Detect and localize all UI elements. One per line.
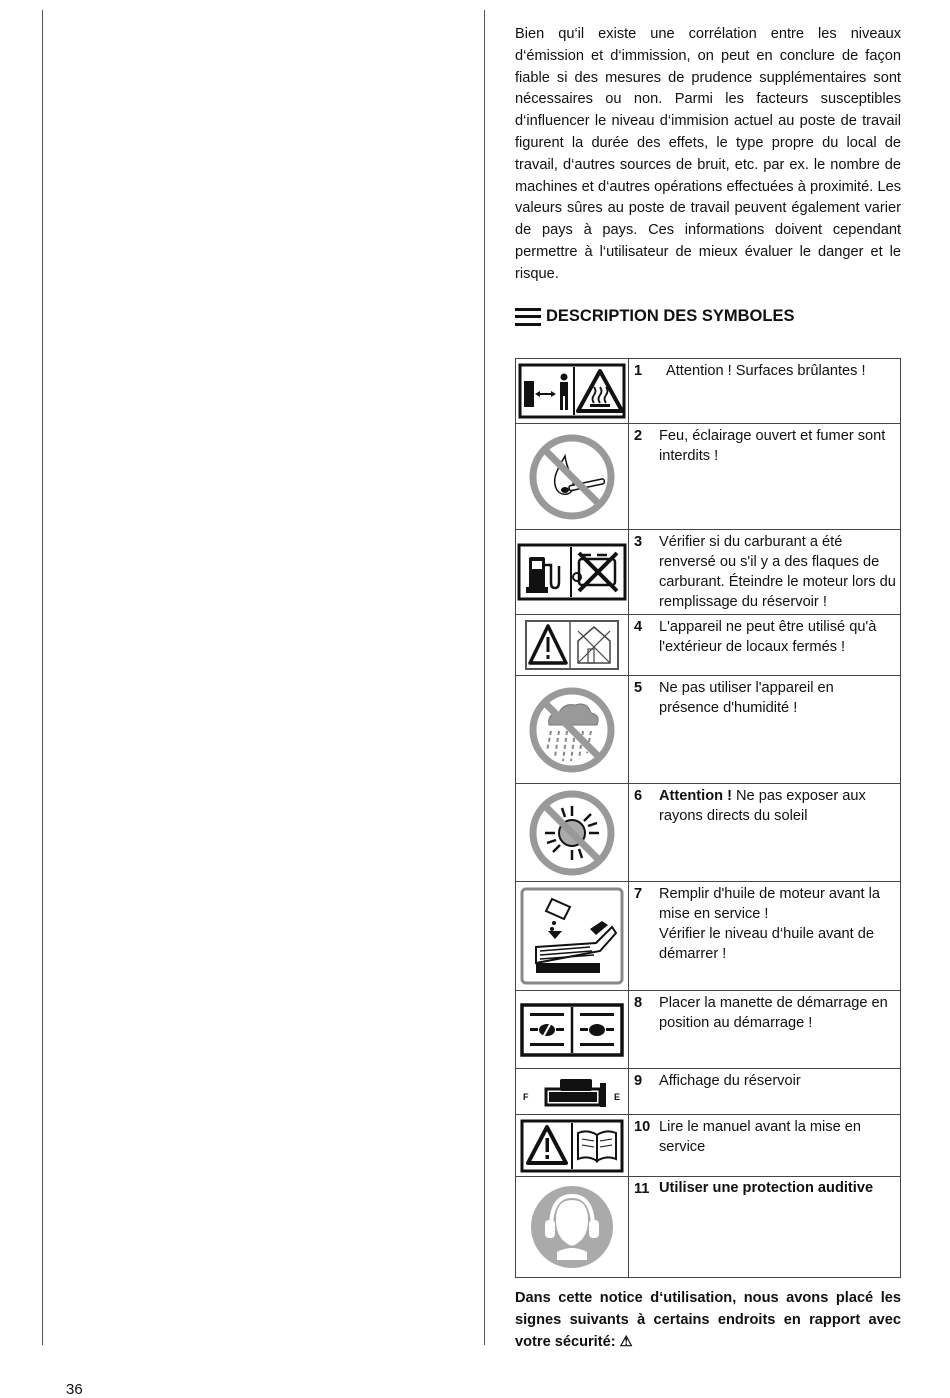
safety-signs-note: Dans cette notice d‘utilisation, nous avons placé les signes suivants à certains endroits en rapport avec votre sécurité: ⚠ — [515, 1290, 901, 1350]
symbol-number: 4 — [634, 619, 643, 635]
symbol-description: L'appareil ne peut être utilisé qu'à l'extérieur de locaux fermés ! — [659, 619, 877, 655]
symbols-table — [515, 358, 901, 1278]
symbol-row-9 — [516, 1069, 901, 1115]
symbol-row-6 — [516, 784, 901, 882]
gauge-full-label: F — [523, 1091, 529, 1102]
page-number: 36 — [66, 1381, 83, 1398]
symbol-row-1 — [516, 359, 901, 424]
symbol-row-5 — [516, 676, 901, 784]
symbol-description: Ne pas utiliser l'appareil en présence d'humidité ! — [659, 680, 834, 716]
symbol-row-11 — [516, 1177, 901, 1278]
symbol-number: 1 — [634, 363, 643, 379]
section-heading — [515, 307, 794, 326]
no-sun-icon — [527, 788, 617, 878]
symbol-number: 10 — [634, 1119, 651, 1135]
symbol-description: Vérifier si du carburant a été renversé ou s'il y a des flaques de carburant. Éteindre le moteur lors du remplissage du réservoir ! — [659, 534, 896, 610]
ear-protection-icon — [527, 1182, 617, 1272]
intro-paragraph: Bien qu‘il existe une corrélation entre les niveaux d‘émission et d‘immission, on peut en conclure de façon fiable si des mesures de prudence supplémentaires sont nécessaires ou non. Parmi les facteurs susceptibles d‘influencer le niveau d‘immision actuel au poste de travail figurent la durée des effets, le type propre du local de travail, d‘autres sources de bruit, etc. par ex. le nombre de machines et d‘autres opérations effectuées à proximité. Les valeurs sûres au poste de travail peuvent également varier de pays à pays. Ces informations doivent cependant permettre à l‘utilisateur de mieux évaluer le danger et le risque. — [515, 26, 901, 282]
column-divider-rule — [484, 10, 485, 1345]
symbol-description: Placer la manette de démarrage en position au démarrage ! — [659, 995, 888, 1031]
outdoor-only-icon — [524, 619, 620, 671]
symbol-number: 7 — [634, 886, 643, 902]
symbol-description: Ne pas exposer aux rayons directs du soleil — [659, 788, 866, 824]
section-marker-icon — [515, 308, 541, 326]
left-column-rule — [42, 10, 43, 1345]
fuel-gauge-icon — [520, 1073, 624, 1111]
no-fire-icon — [527, 432, 617, 522]
fuel-engine-off-icon — [517, 543, 627, 601]
symbol-number: 5 — [634, 680, 643, 696]
symbol-number: 9 — [634, 1073, 643, 1089]
symbol-row-3 — [516, 530, 901, 615]
symbol-number: 2 — [634, 428, 643, 444]
symbol-row-8 — [516, 991, 901, 1069]
symbol-description-secondary: Vérifier le niveau d‘huile avant de démarrer ! — [659, 926, 874, 962]
symbol-row-4 — [516, 615, 901, 676]
symbol-number: 6 — [634, 788, 643, 804]
symbol-description: Utiliser une protection auditive — [659, 1180, 874, 1196]
symbol-description: Feu, éclairage ouvert et fumer sont interdits ! — [659, 428, 886, 464]
symbol-number: 3 — [634, 534, 643, 550]
symbol-description: Lire le manuel avant la mise en service — [659, 1119, 861, 1155]
symbol-row-10 — [516, 1115, 901, 1177]
symbol-description: Affichage du réservoir — [659, 1073, 801, 1089]
hot-surface-keep-distance-icon — [518, 363, 626, 419]
no-rain-icon — [527, 685, 617, 775]
symbol-row-7 — [516, 882, 901, 991]
section-heading-text: DESCRIPTION DES SYMBOLES — [546, 307, 795, 325]
read-manual-icon — [520, 1119, 624, 1173]
oil-fill-icon — [520, 887, 624, 985]
gauge-empty-label: E — [614, 1091, 621, 1102]
choke-lever-icon — [520, 1003, 624, 1057]
symbol-description: Attention ! Surfaces brûlantes ! — [666, 363, 866, 379]
symbol-description: Remplir d'huile de moteur avant la mise en service ! — [659, 886, 880, 922]
symbol-number: 8 — [634, 995, 643, 1011]
symbol-number: 11 — [634, 1181, 650, 1197]
symbol-description-emphasis: Attention ! — [659, 788, 732, 804]
symbol-row-2 — [516, 424, 901, 530]
